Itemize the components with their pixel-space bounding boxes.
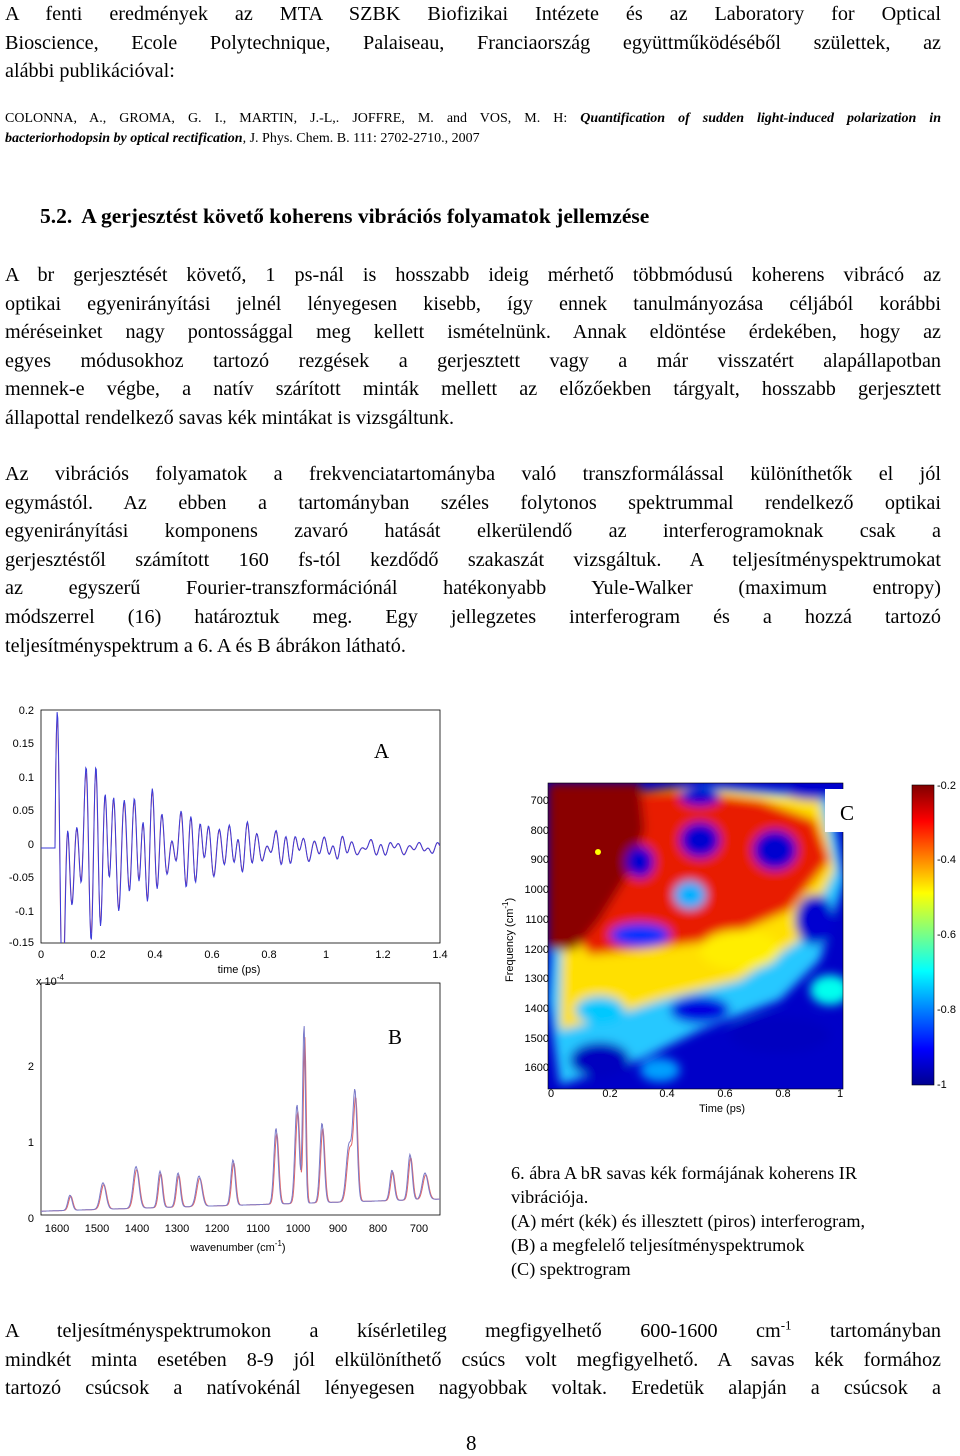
x-tick-label: 0.4 bbox=[147, 949, 163, 961]
y-tick-label: 1200 bbox=[524, 944, 549, 956]
x-tick-label: 1 bbox=[836, 1088, 844, 1100]
reference-title-cont: bacteriorhodopsin by optical rectification bbox=[5, 130, 243, 146]
panel-c-xticks bbox=[548, 1088, 843, 1100]
intro-line: A fenti eredmények az MTA SZBK Biofizikai Intézete és az Laboratory for Optical bbox=[5, 3, 941, 25]
reference-citation bbox=[5, 109, 941, 148]
x-tick-label: 1400 bbox=[124, 1223, 150, 1235]
paragraph-3 bbox=[5, 1317, 941, 1403]
y-tick-label: -0.1 bbox=[15, 906, 34, 918]
paragraph-line: mindkét minta esetében 8-9 jól elkülöníthető csúcs volt megfigyelhető. A savas kék formához bbox=[5, 1348, 941, 1371]
paragraph-line: mennek-e végbe, a natív szárított minták mellett az előzőekben tárgyalt, hosszabb gerjesztett bbox=[5, 378, 941, 401]
panel-b bbox=[28, 973, 440, 1254]
paragraph-line: méréseinket nagy pontossággal meg kellett ismételnünk. Annak eldöntése érdekében, hogy az bbox=[5, 321, 941, 344]
page-number: 8 bbox=[466, 1431, 477, 1455]
panel-b-yticks bbox=[28, 1061, 34, 1225]
section-title: A gerjesztést követő koherens vibrációs folyamatok jellemzése bbox=[81, 204, 650, 228]
x-tick-label: 1.4 bbox=[432, 949, 448, 961]
paragraph-2 bbox=[5, 460, 941, 660]
figure-caption bbox=[511, 1161, 951, 1281]
x-tick-label: 1100 bbox=[246, 1223, 270, 1235]
reference-journal: , J. Phys. Chem. B. 111: 2702-2710., 2007 bbox=[242, 130, 480, 146]
y-tick-label: 800 bbox=[530, 825, 549, 837]
y-tick-label: 0.1 bbox=[18, 772, 34, 784]
x-tick-label: 1500 bbox=[84, 1223, 110, 1235]
paragraph-line: módszerrel (16) határoztuk meg. Egy jellegzetes interferogram és a hozzá tartozó bbox=[5, 605, 941, 628]
panel-a-xticks bbox=[38, 949, 448, 961]
colorbar-tick-label: -0.6 bbox=[937, 929, 956, 941]
panel-c-label: C bbox=[840, 801, 855, 825]
x-tick-label: 1000 bbox=[285, 1223, 311, 1235]
x-tick-label: 0.2 bbox=[602, 1088, 618, 1100]
y-tick-label: -0.15 bbox=[8, 937, 34, 949]
intro-line: alábbi publikációval: bbox=[5, 60, 175, 83]
panel-b-xticks bbox=[45, 1223, 428, 1235]
paragraph-line: teljesítményspektrum a 6. A és B ábrákon látható. bbox=[5, 634, 406, 657]
intro-paragraph bbox=[5, 0, 941, 86]
colorbar-tick-label: -1 bbox=[937, 1079, 947, 1091]
paragraph-line: egyes módusokhoz tartozó rezgések a gerjesztett vagy a már visszatért alapállapotban bbox=[5, 349, 941, 372]
reference-title: Quantification of sudden light-induced polarization in bbox=[580, 111, 941, 126]
x-tick-label: 0.6 bbox=[717, 1088, 733, 1100]
x-tick-label: 0.8 bbox=[261, 949, 277, 961]
y-tick-label: 1500 bbox=[524, 1033, 549, 1045]
colorbar bbox=[912, 785, 934, 1085]
y-tick-label: 700 bbox=[530, 795, 549, 807]
spectrogram-image bbox=[548, 783, 850, 1089]
y-tick-label: 0.2 bbox=[18, 705, 34, 717]
caption-line: (A) mért (kék) és illesztett (piros) interferogram, bbox=[511, 1211, 866, 1231]
panel-b-xlabel: wavenumber $(cm^{-1})$ bbox=[190, 1239, 286, 1254]
paragraph-line: optikai egyenirányítási jelnél lényegesen kisebb, így ennek tanulmányozása céljából korábbi bbox=[5, 292, 941, 315]
colorbar-ticks bbox=[937, 780, 956, 1091]
y-tick-label: 0 bbox=[27, 1213, 34, 1225]
panel-c-ylabel: Frequency $(cm^{-1})$ bbox=[501, 897, 516, 982]
y-tick-label: 1000 bbox=[524, 884, 549, 896]
x-tick-label: 0.4 bbox=[659, 1088, 675, 1100]
caption-line: vibrációja. bbox=[511, 1187, 589, 1207]
x-tick-label: 700 bbox=[409, 1223, 429, 1235]
y-tick-label: 1 bbox=[27, 1137, 34, 1149]
y-tick-label: 0.05 bbox=[12, 805, 34, 817]
colorbar-tick-label: -0.4 bbox=[937, 854, 956, 866]
paragraph-line: tartozó csúcsok a natívokénál lényegesen nagyobbak voltak. Eredetük alapján a csúcsok a bbox=[5, 1377, 941, 1400]
paragraph-line: állapottal rendelkező savas kék mintákat is vizsgáltunk. bbox=[5, 406, 455, 429]
paragraph-line: Az vibrációs folyamatok a frekvenciatartományba való transzformálással különíthetők el jól bbox=[5, 463, 941, 485]
y-tick-label: 2 bbox=[27, 1061, 34, 1073]
paragraph-line: az egyszerű Fourier-transzformációnál hatékonyabb Yule-Walker (maximum entropy) bbox=[5, 577, 941, 600]
x-tick-label: 800 bbox=[368, 1223, 388, 1235]
section-heading bbox=[40, 204, 649, 229]
paragraph-line: A teljesítményspektrumokon a kísérletileg megfigyelhető 600-1600 $cm^{-1}$ tartományban bbox=[5, 1317, 942, 1342]
panel-b-axes bbox=[41, 983, 440, 1215]
y-tick-label: 0.15 bbox=[12, 738, 34, 750]
panel-a-yticks bbox=[9, 705, 34, 949]
caption-line: 6. ábra A bR savas kék formájának koherens IR bbox=[511, 1163, 857, 1183]
y-tick-label: 1100 bbox=[525, 914, 549, 926]
intro-line: Bioscience, Ecole Polytechnique, Palaiseau, Franciaország együttműködéséből születtek, az bbox=[5, 31, 941, 54]
paragraph-line: egymástól. Az ebben a tartományban széles folytonos spektrummal rendelkező optikai bbox=[5, 491, 941, 514]
x-tick-label: 0.8 bbox=[775, 1088, 791, 1100]
section-number: 5.2. bbox=[40, 204, 73, 228]
y-tick-label: 900 bbox=[530, 854, 549, 866]
x-tick-label: 1200 bbox=[204, 1223, 230, 1235]
colorbar-tick-label: -0.2 bbox=[937, 780, 956, 792]
paragraph-line: gerjesztéstől számított 160 fs-tól kezdődő szakaszát vizsgáltuk. A teljesítményspektrumokat bbox=[5, 548, 941, 571]
y-tick-label: 1600 bbox=[524, 1062, 549, 1074]
x-tick-label: 1300 bbox=[164, 1223, 190, 1235]
x-tick-label: 1600 bbox=[44, 1223, 70, 1235]
x-tick-label: 900 bbox=[328, 1223, 348, 1235]
x-tick-label: 1 bbox=[322, 949, 330, 961]
paragraph-line: A br gerjesztését követő, 1 ps-nál is hosszabb ideig mérhető többmódusú koherens vibrácó az bbox=[5, 264, 941, 286]
reference-authors: COLONNA, A., GROMA, G. I., MARTIN, J.-L,. JOFFRE, M. and VOS, M. H: bbox=[5, 111, 568, 126]
y-tick-label: 1400 bbox=[524, 1003, 549, 1015]
panel-a bbox=[9, 705, 448, 1000]
panel-b-scale: x $10^{-4}$ bbox=[36, 973, 64, 988]
caption-line: (B) a megfelelő teljesítményspektrumok bbox=[511, 1235, 805, 1255]
panel-a-label: A bbox=[374, 739, 390, 763]
y-tick-label: -0.05 bbox=[8, 872, 34, 884]
panel-c-xlabel: Time (ps) bbox=[698, 1103, 746, 1115]
x-tick-label: 0.2 bbox=[90, 949, 106, 961]
x-tick-label: 0 bbox=[547, 1088, 555, 1100]
paragraph-line: egyenirányítási komponens zavaró hatását elkerülendő az interferogramoknak csak a bbox=[5, 520, 941, 543]
panel-c-yticks bbox=[525, 795, 549, 1074]
panel-a-xlabel: time (ps) bbox=[217, 964, 261, 976]
panel-b-label: B bbox=[388, 1025, 403, 1049]
panel-c bbox=[501, 780, 956, 1115]
paragraph-1 bbox=[5, 261, 941, 433]
colorbar-tick-label: -0.8 bbox=[937, 1004, 956, 1016]
x-tick-label: 0 bbox=[37, 949, 45, 961]
caption-line: (C) spektrogram bbox=[511, 1259, 631, 1279]
y-tick-label: 1300 bbox=[524, 973, 549, 985]
y-tick-label: 0 bbox=[27, 839, 34, 851]
x-tick-label: 0.6 bbox=[204, 949, 220, 961]
x-tick-label: 1.2 bbox=[375, 949, 391, 961]
